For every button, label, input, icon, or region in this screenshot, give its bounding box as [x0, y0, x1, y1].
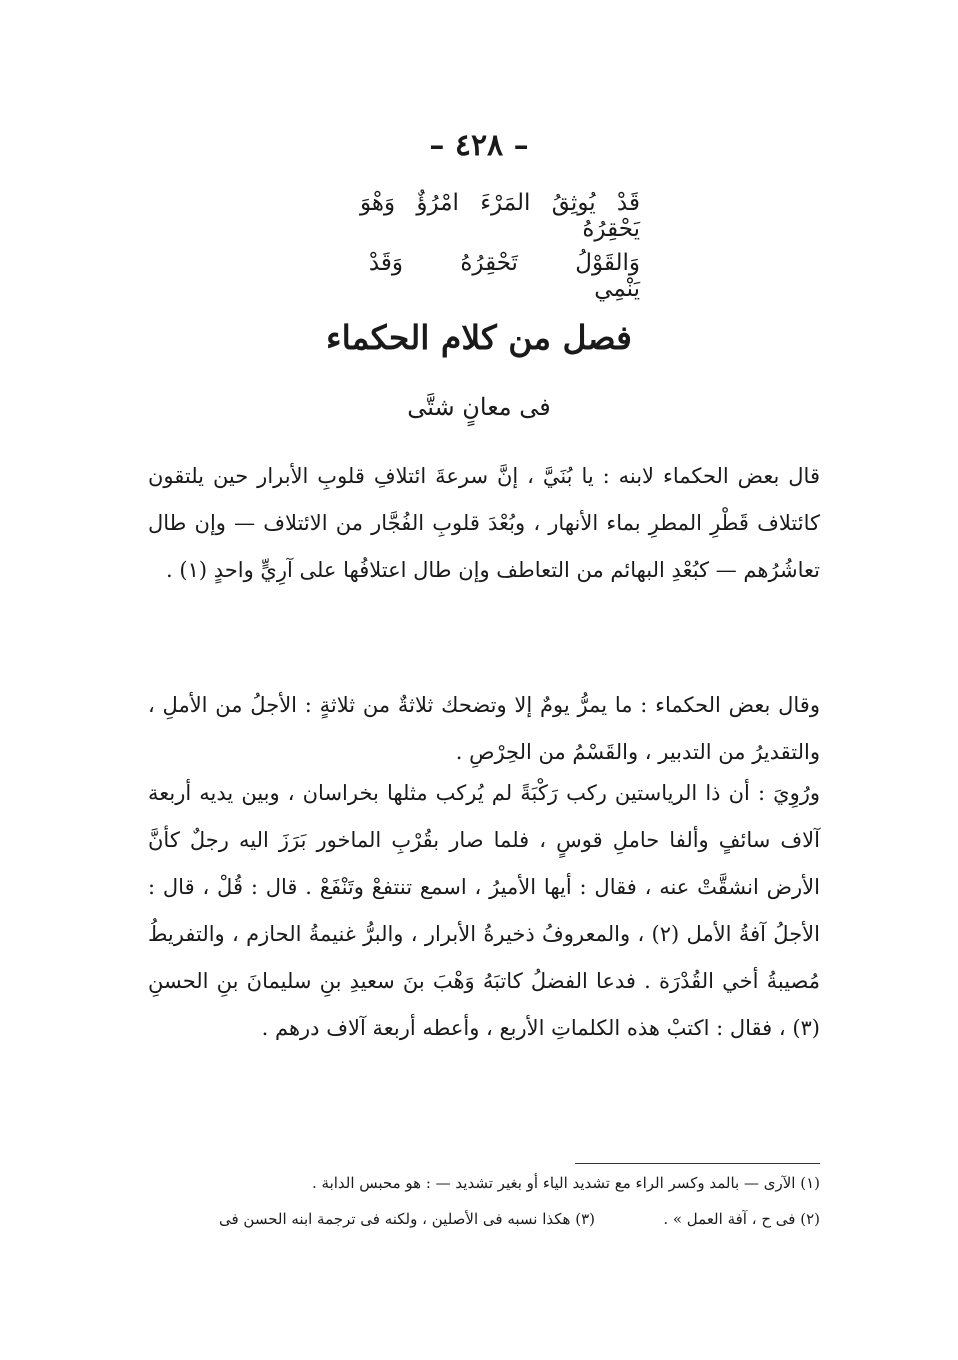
poem-word: امْرُؤٌ: [416, 190, 459, 216]
poem-word: وَقَدْ: [368, 250, 404, 276]
paragraph-1: قال بعض الحكماء لابنه : يا بُنَيَّ ، إنَّ سرعةَ ائتلافِ قلوبِ الأبرار حين يلتقون كائتلاف قَطْرِ المطرِ بماء الأنهار ، وبُعْدَ قلوبِ الفُجَّار من الائتلاف — وإن طال تعاشُرُهم — كبُعْدِ البهائم من التعاطف وإن طال اعتلافُها على آرِيٍّ واحدٍ (١) .: [148, 464, 820, 582]
footnote-2: (٢) فى ح ، آفة العمل » .: [663, 1210, 820, 1228]
poem-word: يُوثِقُ: [551, 190, 596, 216]
section-subtitle: فى معانٍ شتَّى: [407, 393, 551, 421]
poem-line-2: [300, 250, 640, 302]
footnote-divider: [575, 1163, 820, 1164]
poem-word: وَهْوَ: [359, 190, 396, 216]
page-number: – ٤٢٨ –: [429, 128, 529, 163]
footnote-1: (١) الآرى — بالمد وكسر الراء مع تشديد الياء أو بغير تشديد — : هو محبس الدابة .: [311, 1174, 820, 1192]
poem-word: المَرْءَ: [480, 190, 531, 216]
paragraph-3: ورُوِيَ : أن ذا الرياستين ركب رَكْبَةً لم يُركب مثلها بخراسان ، وبين يديه أربعة آلاف سائفٍ وألفا حاملِ قوسٍ ، فلما صار بقُرْبِ الماخور بَرَزَ اليه رجلٌ كأنَّ الأرض انشقَّتْ عنه ، فقال : أيها الأميرُ ، اسمع تنتفعْ وتَنْفَعْ . قال : قُلْ ، قال : الأجلُ آفةُ الأمل (٢) ، والمعروفُ ذخيرةُ الأبرار ، والبرُّ غنيمةُ الحازم ، والتفريطُ مُصيبةُ أخي القُدْرَة . فدعا الفضلُ كاتبَهُ وَهْبَ بنَ سعيدِ بنِ سليمانَ بنِ الحسنِ (٣) ، فقال : اكتبْ هذه الكلماتِ الأربع ، وأعطه أربعة آلاف درهم .: [148, 781, 820, 1040]
poem-word: وَالقَوْلُ: [575, 250, 640, 276]
footnote-3: (٣) هكذا نسبه فى الأصلين ، ولكنه فى ترجمة ابنه الحسن فى: [218, 1210, 595, 1228]
poem-word: يَحْقِرُهُ: [582, 216, 640, 242]
poem-line-1: [300, 190, 640, 242]
poem-word: تَحْقِرُهُ: [460, 250, 518, 276]
paragraph-2: وقال بعض الحكماء : ما يمرُّ يومٌ إلا وتضحك ثلاثةٌ من ثلاثةٍ : الأجلُ من الأملِ ، والتقديرُ من التدبير ، والقَسْمُ من الحِرْصِ .: [148, 693, 820, 764]
section-title: فصل من كلام الحكماء: [326, 318, 632, 357]
poem-word: يَنْمِي: [594, 276, 640, 302]
poem-word: قَدْ: [616, 190, 640, 216]
